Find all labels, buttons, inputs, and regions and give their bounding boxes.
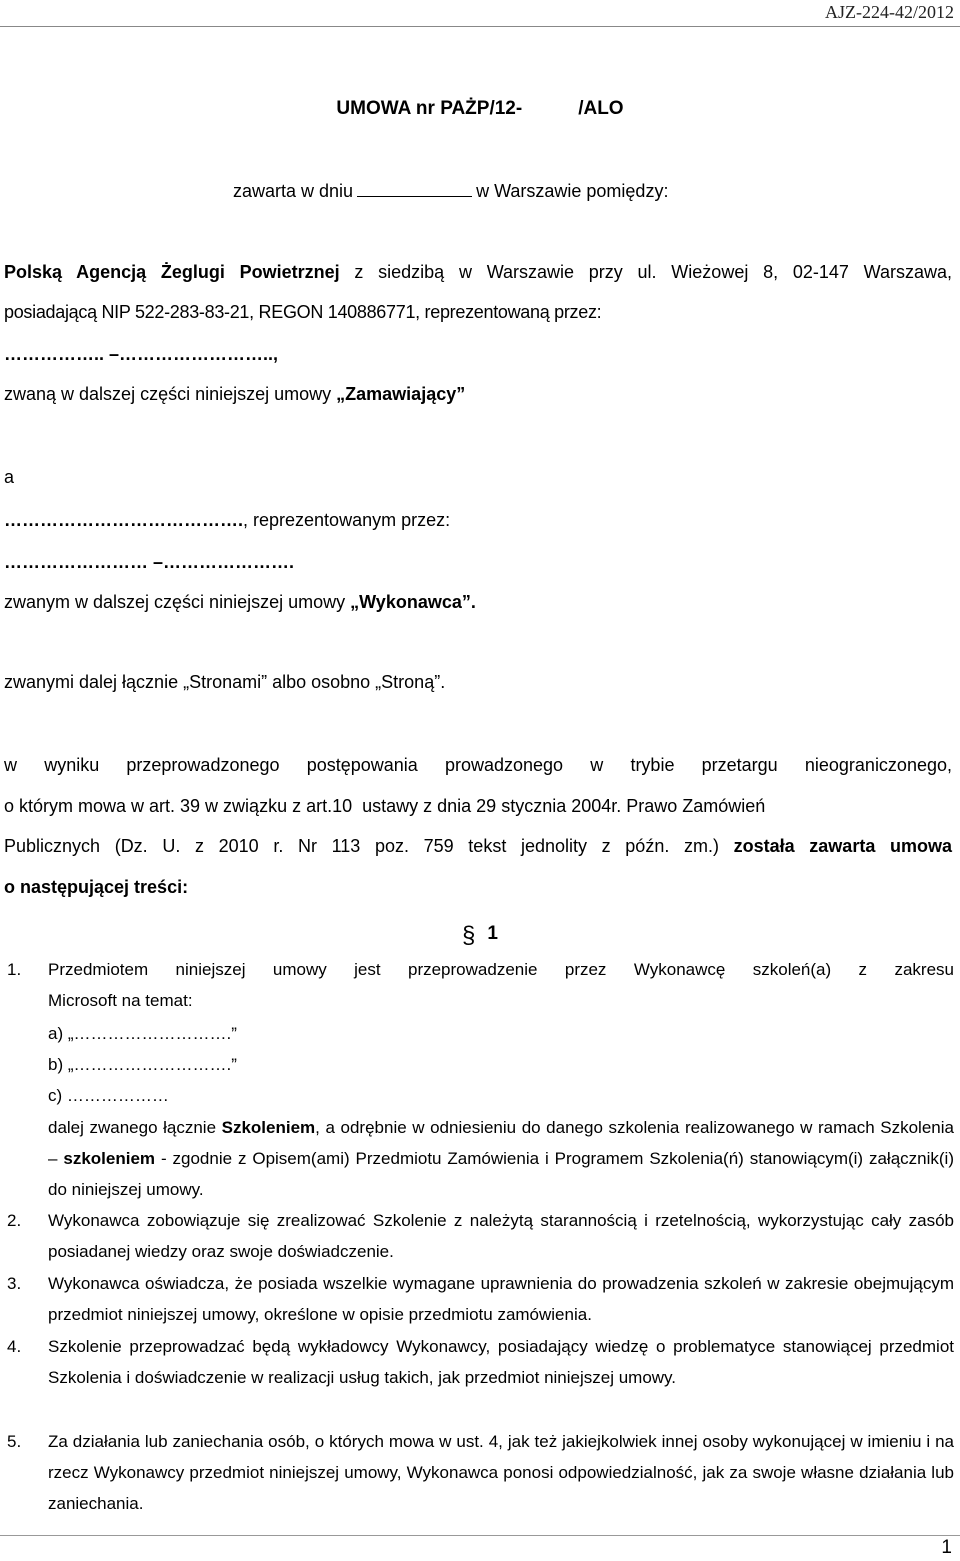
- item-1-rest-mid: , a odrębnie w odniesieniu do danego szkolenia realizowanego w ramach Szkolenia –: [48, 1118, 954, 1168]
- footer-divider: [0, 1535, 960, 1536]
- party2-line: [4, 510, 450, 531]
- topic-c: c) ………………: [48, 1086, 169, 1105]
- party2-called-prefix: zwanym w dalszej części niniejszej umowy: [4, 592, 346, 612]
- item-1-number: 1.: [7, 960, 22, 979]
- party1-line1-rest: z siedzibą w Warszawie przy ul. Wieżowej 8, 02-147 Warszawa,: [354, 262, 952, 282]
- jointly-line: zwanymi dalej łącznie „Stronami” albo osobno „Stroną”.: [4, 672, 446, 692]
- contract-title: [0, 98, 960, 120]
- document-reference: AJZ-224-42/2012: [825, 2, 954, 22]
- header-divider: [0, 26, 960, 27]
- result-line3-normal: Publicznych (Dz. U. z 2010 r. Nr 113 poz. 759 tekst jednolity z późn. zm.): [4, 836, 719, 856]
- result-line3: [4, 836, 952, 857]
- concluded-after: w Warszawie pomiędzy:: [476, 181, 669, 201]
- party1-representatives: …………….. –……………………..,: [4, 344, 279, 364]
- item-3-text: Wykonawca oświadcza, że posiada wszelkie wymagane uprawnienia do prowadzenia szkoleń w zakresie obejmującym przedmiot niniejszej umowy, określone w opisie przedmiotu zamówienia.: [48, 1274, 954, 1324]
- party2-called-name: „Wykonawca”.: [350, 592, 476, 612]
- party1-line2: posiadającą NIP 522-283-83-21, REGON 140886771, reprezentowaną przez:: [4, 302, 602, 322]
- result-line2: o którym mowa w art. 39 w związku z art.10 ustawy z dnia 29 stycznia 2004r. Prawo Zamówień: [4, 796, 766, 816]
- party2-called: [4, 592, 476, 613]
- section-number: 1: [487, 923, 498, 944]
- concluded-before: zawarta w dniu: [233, 181, 354, 201]
- item-5-number: 5.: [7, 1432, 22, 1451]
- date-blank: [357, 182, 472, 197]
- item-1-line1: Przedmiotem niniejszej umowy jest przeprowadzenie przez Wykonawcę szkoleń(a) z zakresu: [48, 960, 954, 979]
- section-sign: §: [462, 922, 476, 949]
- item-1-rest-bold1: Szkoleniem: [221, 1118, 316, 1137]
- result-line1: w wyniku przeprowadzonego postępowania prowadzonego w trybie przetargu nieograniczonego,: [4, 755, 952, 775]
- party1-name: Polską Agencją Żeglugi Powietrznej: [4, 262, 340, 282]
- party1-called-prefix: zwaną w dalszej części niniejszej umowy: [4, 384, 332, 404]
- item-5-text: Za działania lub zaniechania osób, o których mowa w ust. 4, jak też jakiejkolwiek innej osoby wykonującej w imieniu i na rzecz Wykonawcy przedmiot niniejszej umowy, Wykonawca ponosi odpowiedzialność, jak za swoje własne działania lub zaniechania.: [48, 1432, 954, 1513]
- item-2-number: 2.: [7, 1211, 22, 1230]
- concluded-line: [233, 181, 668, 202]
- item-1-line2: Microsoft na temat:: [48, 991, 193, 1010]
- result-line4: o następującej treści:: [4, 877, 189, 897]
- party2-representatives: …………………… –………………….: [4, 552, 295, 572]
- result-line3-bold: została zawarta umowa: [733, 836, 952, 856]
- and-word: a: [4, 467, 15, 487]
- item-1-rest-pre: dalej zwanego łącznie: [48, 1118, 217, 1137]
- item-4-text: Szkolenie przeprowadzać będą wykładowcy Wykonawcy, posiadający wiedzę o problematyce stanowiącej przedmiot Szkolenia i doświadczenie w realizacji usług takich, jak przedmiot niniejszej umowy.: [48, 1337, 954, 1387]
- item-1-rest-post: - zgodnie z Opisem(ami) Przedmiotu Zamówienia i Programem Szkolenia(ń) stanowiącym(i) załącznik(i) do niniejszej umowy.: [48, 1149, 954, 1199]
- item-1-rest: [48, 1112, 954, 1205]
- title-part-1: UMOWA nr PAŻP/12-: [336, 98, 523, 119]
- item-2-text: Wykonawca zobowiązuje się zrealizować Szkolenie z należytą starannością i rzetelnością, wykorzystując cały zasób posiadanej wiedzy oraz swoje doświadczenie.: [48, 1211, 954, 1261]
- item-4-number: 4.: [7, 1337, 22, 1356]
- party1-called-name: „Zamawiający”: [336, 384, 466, 404]
- item-1-rest-bold2: szkoleniem: [63, 1149, 156, 1168]
- topic-a: a) „……………………….”: [48, 1024, 237, 1043]
- item-3-number: 3.: [7, 1274, 22, 1293]
- title-part-2: /ALO: [578, 98, 624, 119]
- party1-called: [4, 384, 465, 405]
- section-heading: [0, 918, 960, 949]
- party2-represented: , reprezentowanym przez:: [243, 510, 451, 530]
- page-number: 1: [941, 1537, 952, 1558]
- party2-name-placeholder: ………………………………….: [4, 510, 244, 530]
- topic-b: b) „……………………….”: [48, 1055, 237, 1074]
- party1-line1: [4, 262, 952, 283]
